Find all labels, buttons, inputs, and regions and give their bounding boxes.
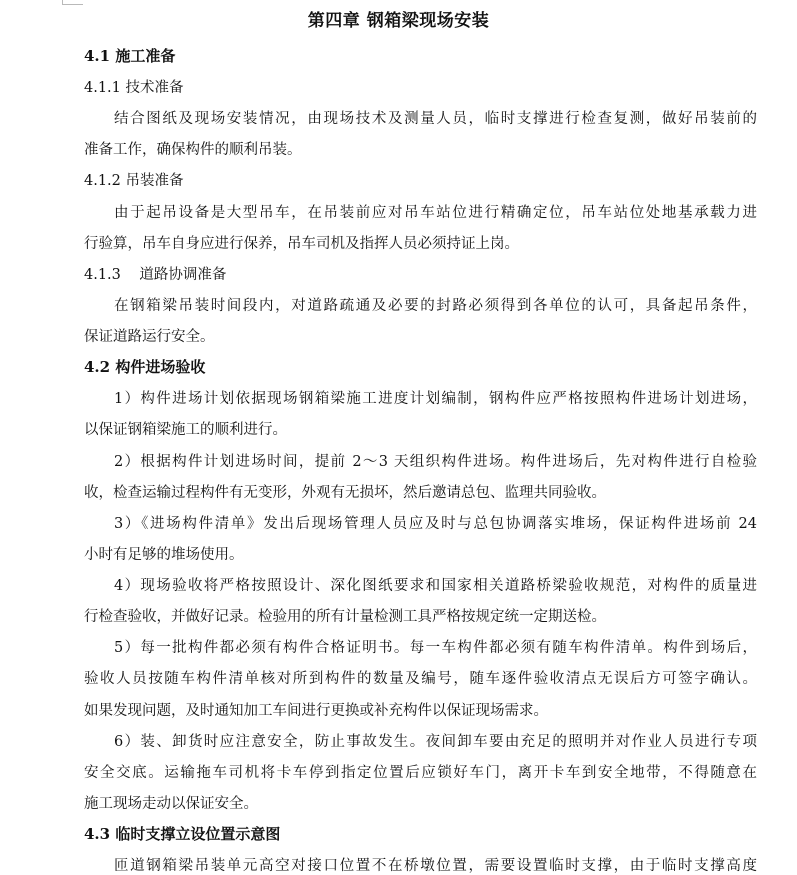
list-item-line: 行检查验收，并做好记录。检验用的所有计量检测工具严格按规定统一定期送检。 bbox=[84, 609, 606, 625]
page-corner-mark bbox=[62, 0, 83, 5]
paragraph-line: 结合图纸及现场安装情况，由现场技术及测量人员，临时支撑进行检查复测，做好吊装前的 bbox=[114, 111, 757, 127]
list-item-line: 2）根据构件计划进场时间，提前 2～3 天组织构件进场。构件进场后，先对构件进行自检验 bbox=[114, 454, 757, 470]
chapter-title: 第四章 钢箱梁现场安装 bbox=[307, 11, 490, 31]
paragraph-line: 匝道钢箱梁吊装单元高空对接口位置不在桥墩位置，需要设置临时支撑，由于临时支撑高度 bbox=[114, 858, 757, 874]
list-item-line: 1）构件进场计划依据现场钢箱梁施工进度计划编制，钢构件应严格按照构件进场计划进场， bbox=[114, 391, 757, 407]
paragraph-line: 保证道路运行安全。 bbox=[84, 329, 215, 345]
list-item-line: 安全交底。运输拖车司机将卡车停到指定位置后应锁好车门，离开卡车到安全地带，不得随意在 bbox=[84, 765, 757, 781]
list-item-line: 6）装、卸货时应注意安全，防止事故发生。夜间卸车要由充足的照明并对作业人员进行专项 bbox=[114, 734, 757, 750]
list-item-line: 3）《进场构件清单》发出后现场管理人员应及时与总包协调落实堆场，保证构件进场前 24 bbox=[114, 516, 757, 532]
list-item-line: 验收人员按随车构件清单核对所到构件的数量及编号，随车逐件验收清点无误后方可签字确认。 bbox=[84, 671, 757, 687]
list-item-line: 5）每一批构件都必须有构件合格证明书。每一车构件都必须有随车构件清单。构件到场后， bbox=[114, 640, 757, 656]
paragraph-line: 由于起吊设备是大型吊车，在吊装前应对吊车站位进行精确定位，吊车站位处地基承载力进 bbox=[114, 205, 757, 221]
subsection-heading-4-1-2: 4.1.2 吊装准备 bbox=[84, 173, 184, 189]
list-item-line: 以保证钢箱梁施工的顺利进行。 bbox=[84, 422, 287, 438]
subsection-heading-4-1-1: 4.1.1 技术准备 bbox=[84, 80, 184, 96]
list-item-line: 如果发现问题，及时通知加工车间进行更换或补充构件以保证现场需求。 bbox=[84, 703, 548, 719]
list-item-line: 小时有足够的堆场使用。 bbox=[84, 547, 244, 563]
paragraph-line: 行验算，吊车自身应进行保养，吊车司机及指挥人员必须持证上岗。 bbox=[84, 236, 519, 252]
section-heading-4-3: 4.3 临时支撑立设位置示意图 bbox=[84, 825, 281, 843]
section-heading-4-1: 4.1 施工准备 bbox=[84, 47, 176, 65]
list-item-line: 4）现场验收将严格按照设计、深化图纸要求和国家相关道路桥梁验收规范，对构件的质量进 bbox=[114, 578, 757, 594]
list-item-line: 施工现场走动以保证安全。 bbox=[84, 796, 258, 812]
list-item-line: 收，检查运输过程构件有无变形，外观有无损坏，然后邀请总包、监理共同验收。 bbox=[84, 485, 606, 501]
subsection-heading-4-1-3: 4.1.3 道路协调准备 bbox=[84, 267, 227, 283]
section-heading-4-2: 4.2 构件进场验收 bbox=[84, 358, 206, 376]
paragraph-line: 准备工作，确保构件的顺利吊装。 bbox=[84, 142, 302, 158]
paragraph-line: 在钢箱梁吊装时间段内，对道路疏通及必要的封路必须得到各单位的认可，具备起吊条件， bbox=[114, 298, 757, 314]
